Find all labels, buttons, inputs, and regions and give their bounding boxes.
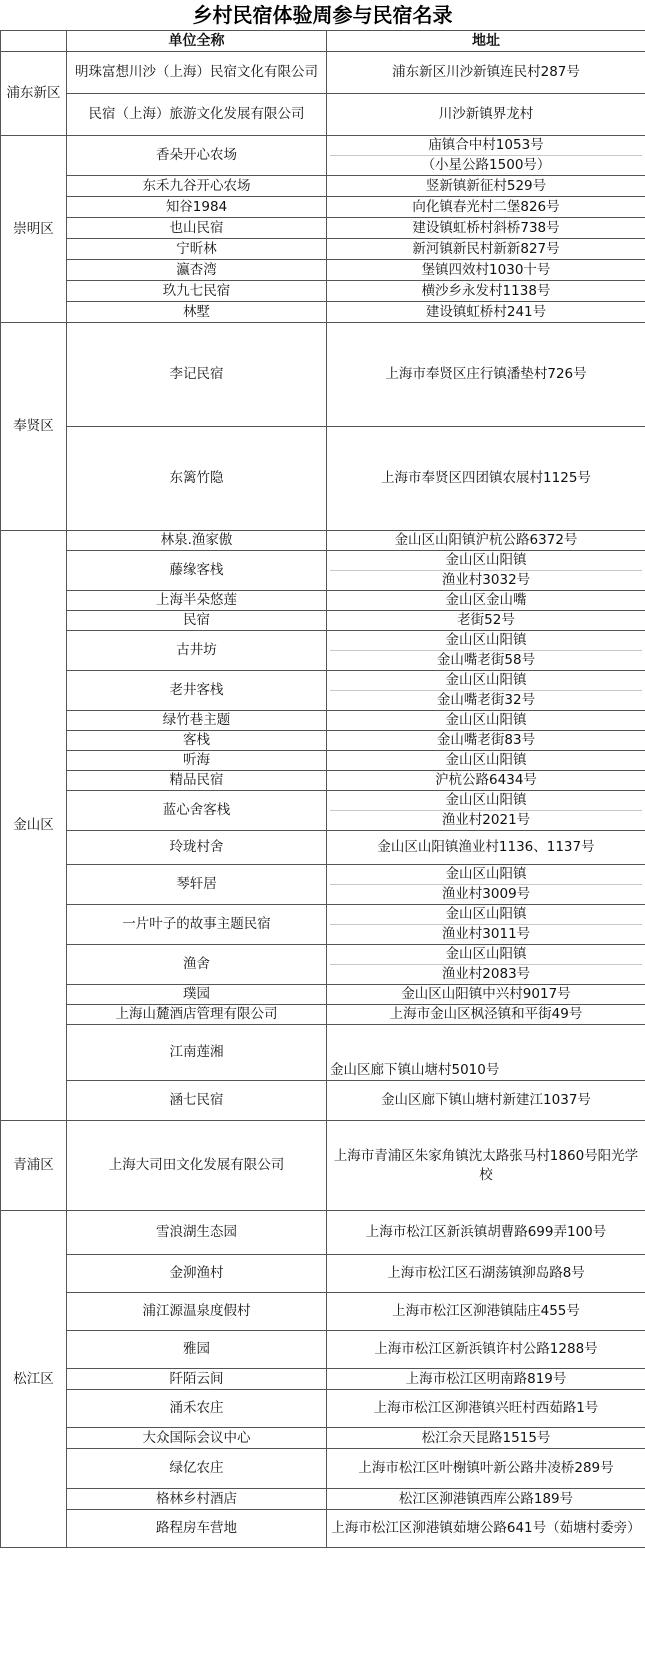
unit-name-cell: 璞园 bbox=[67, 985, 327, 1005]
table-row bbox=[1, 1390, 645, 1428]
unit-name-cell: 玖九七民宿 bbox=[67, 281, 327, 302]
unit-name-cell: 一片叶子的故事主题民宿 bbox=[67, 905, 327, 945]
table-row bbox=[1, 239, 645, 260]
address-line: 金山嘴老街58号 bbox=[330, 650, 642, 670]
unit-name-cell: 民宿（上海）旅游文化发展有限公司 bbox=[67, 94, 327, 136]
table-row bbox=[1, 985, 645, 1005]
district-cell: 金山区 bbox=[1, 531, 67, 1121]
district-cell: 崇明区 bbox=[1, 136, 67, 323]
address-line: 上海市松江区明南路819号 bbox=[405, 1370, 567, 1387]
address-cell bbox=[327, 1369, 645, 1390]
table-row bbox=[1, 302, 645, 323]
table-row bbox=[1, 94, 645, 136]
address-line: 金山区山阳镇沪杭公路6372号 bbox=[394, 532, 578, 548]
table-row bbox=[1, 1005, 645, 1025]
unit-name-cell: 也山民宿 bbox=[67, 218, 327, 239]
address-cell bbox=[327, 1331, 645, 1369]
table-row bbox=[1, 905, 645, 945]
unit-name-cell: 听海 bbox=[67, 751, 327, 771]
unit-name-cell: 老井客栈 bbox=[67, 671, 327, 711]
table-row bbox=[1, 1025, 645, 1081]
table-row bbox=[1, 1449, 645, 1489]
address-line: 渔业村3032号 bbox=[330, 570, 642, 590]
address-cell bbox=[327, 302, 645, 323]
address-line: 金山区廊下镇山塘村新建江1037号 bbox=[381, 1092, 591, 1108]
address-cell bbox=[327, 1005, 645, 1025]
address-cell bbox=[327, 1390, 645, 1428]
table-header-row bbox=[1, 31, 645, 52]
table-row bbox=[1, 1211, 645, 1255]
address-cell bbox=[327, 751, 645, 771]
address-line: 新河镇新民村新新827号 bbox=[412, 240, 560, 257]
address-line: 金山区山阳镇 bbox=[445, 712, 527, 728]
table-row bbox=[1, 1489, 645, 1510]
header-district bbox=[1, 31, 67, 52]
unit-name-cell: 雪浪湖生态园 bbox=[67, 1211, 327, 1255]
unit-name-cell: 涵七民宿 bbox=[67, 1081, 327, 1121]
address-cell bbox=[327, 1211, 645, 1255]
unit-name-cell: 瀛杏湾 bbox=[67, 260, 327, 281]
address-cell bbox=[327, 945, 645, 985]
table-row bbox=[1, 1293, 645, 1331]
unit-name-cell: 林泉.渔家傲 bbox=[67, 531, 327, 551]
table-row bbox=[1, 136, 645, 176]
address-line: 松江佘天昆路1515号 bbox=[421, 1429, 551, 1446]
address-line: 老街52号 bbox=[457, 612, 515, 628]
address-cell bbox=[327, 1449, 645, 1489]
table-row bbox=[1, 631, 645, 671]
document-title: 乡村民宿体验周参与民宿名录 bbox=[192, 3, 453, 27]
address-cell bbox=[327, 1255, 645, 1293]
unit-name-cell: 宁昕林 bbox=[67, 239, 327, 260]
table-row bbox=[1, 1428, 645, 1449]
address-cell bbox=[327, 281, 645, 302]
table-row bbox=[1, 427, 645, 531]
address-line: 渔业村2021号 bbox=[330, 810, 642, 830]
address-line: 渔业村3009号 bbox=[330, 884, 642, 904]
table-row bbox=[1, 711, 645, 731]
table-row bbox=[1, 176, 645, 197]
table-row bbox=[1, 751, 645, 771]
address-line: 上海市奉贤区四团镇农展村1125号 bbox=[381, 470, 591, 486]
table-row bbox=[1, 52, 645, 94]
unit-name-cell: 知谷1984 bbox=[67, 197, 327, 218]
unit-name-cell: 古井坊 bbox=[67, 631, 327, 671]
address-line: 金山区山阳镇 bbox=[445, 672, 527, 688]
table-row bbox=[1, 671, 645, 711]
address-line: 建设镇虹桥村241号 bbox=[425, 303, 547, 320]
address-cell bbox=[327, 52, 645, 94]
unit-name-cell: 民宿 bbox=[67, 611, 327, 631]
unit-name-cell: 东禾九谷开心农场 bbox=[67, 176, 327, 197]
address-line: 松江区泖港镇西库公路189号 bbox=[398, 1490, 574, 1507]
district-cell: 奉贤区 bbox=[1, 323, 67, 531]
address-line: 沪杭公路6434号 bbox=[435, 772, 537, 788]
address-cell bbox=[327, 1489, 645, 1510]
address-line: 川沙新镇界龙村 bbox=[438, 106, 534, 122]
address-line: （小星公路1500号） bbox=[330, 155, 642, 175]
table-row bbox=[1, 1331, 645, 1369]
unit-name-cell: 阡陌云间 bbox=[67, 1369, 327, 1390]
address-cell bbox=[327, 985, 645, 1005]
address-line: 金山区廊下镇山塘村5010号 bbox=[330, 1062, 500, 1078]
address-cell bbox=[327, 831, 645, 865]
table-row bbox=[1, 591, 645, 611]
table-row bbox=[1, 531, 645, 551]
address-line: 金山区山阳镇 bbox=[445, 792, 527, 808]
address-line: 上海市青浦区朱家角镇沈太路张马村1860号阳光学校 bbox=[333, 1147, 639, 1183]
unit-name-cell: 渔舍 bbox=[67, 945, 327, 985]
table-row bbox=[1, 1510, 645, 1548]
address-cell bbox=[327, 731, 645, 751]
address-line: 金山嘴老街83号 bbox=[436, 732, 536, 748]
unit-name-cell: 江南莲湘 bbox=[67, 1025, 327, 1081]
address-line: 金山区山阳镇 bbox=[445, 552, 527, 568]
address-line: 金山区金山嘴 bbox=[445, 592, 527, 608]
address-cell bbox=[327, 1025, 645, 1081]
unit-name-cell: 涌禾农庄 bbox=[67, 1390, 327, 1428]
address-line: 庙镇合中村1053号 bbox=[428, 137, 544, 153]
address-cell bbox=[327, 631, 645, 671]
table-row bbox=[1, 323, 645, 427]
address-cell bbox=[327, 176, 645, 197]
address-cell bbox=[327, 905, 645, 945]
address-line: 横沙乡永发村1138号 bbox=[421, 282, 551, 299]
table-row bbox=[1, 218, 645, 239]
unit-name-cell: 精品民宿 bbox=[67, 771, 327, 791]
address-line: 上海市松江区新浜镇胡曹路699弄100号 bbox=[365, 1224, 607, 1240]
table-row bbox=[1, 771, 645, 791]
table-row bbox=[1, 1369, 645, 1390]
table-row bbox=[1, 197, 645, 218]
address-cell bbox=[327, 591, 645, 611]
address-cell bbox=[327, 611, 645, 631]
table-row bbox=[1, 1081, 645, 1121]
address-line: 金山区山阳镇渔业村1136、1137号 bbox=[377, 839, 595, 855]
address-line: 金山区山阳镇 bbox=[445, 866, 527, 882]
address-cell bbox=[327, 1510, 645, 1548]
header-address: 地址 bbox=[327, 31, 645, 52]
address-cell bbox=[327, 551, 645, 591]
address-cell bbox=[327, 136, 645, 176]
unit-name-cell: 客栈 bbox=[67, 731, 327, 751]
address-line: 向化镇春光村二堡826号 bbox=[412, 198, 560, 215]
address-cell bbox=[327, 197, 645, 218]
table-row bbox=[1, 1255, 645, 1293]
address-line: 金山嘴老街32号 bbox=[330, 690, 642, 710]
table-row bbox=[1, 945, 645, 985]
district-cell: 松江区 bbox=[1, 1211, 67, 1548]
unit-name-cell: 绿竹巷主题 bbox=[67, 711, 327, 731]
table-body bbox=[1, 52, 645, 1548]
table-row bbox=[1, 731, 645, 751]
unit-name-cell: 玲珑村舍 bbox=[67, 831, 327, 865]
address-line: 金山区山阳镇 bbox=[445, 906, 527, 922]
address-line: 堡镇四效村1030十号 bbox=[421, 261, 551, 278]
address-line: 竖新镇新征村529号 bbox=[425, 177, 547, 194]
address-line: 金山区山阳镇 bbox=[445, 632, 527, 648]
table-row bbox=[1, 1121, 645, 1211]
address-line: 浦东新区川沙新镇连民村287号 bbox=[392, 64, 580, 80]
address-line: 建设镇虹桥村斜桥738号 bbox=[412, 219, 560, 236]
unit-name-cell: 金泖渔村 bbox=[67, 1255, 327, 1293]
table-row bbox=[1, 865, 645, 905]
table-row bbox=[1, 611, 645, 631]
address-line: 上海市奉贤区庄行镇潘垫村726号 bbox=[385, 366, 587, 382]
address-line: 上海市松江区泖港镇陆庄455号 bbox=[392, 1303, 580, 1319]
address-line: 上海市松江区泖港镇兴旺村西茹路1号 bbox=[373, 1400, 599, 1416]
address-cell bbox=[327, 711, 645, 731]
address-line: 渔业村3011号 bbox=[330, 924, 642, 944]
address-cell bbox=[327, 260, 645, 281]
table-row bbox=[1, 551, 645, 591]
address-cell bbox=[327, 531, 645, 551]
unit-name-cell: 明珠富想川沙（上海）民宿文化有限公司 bbox=[67, 52, 327, 94]
address-line: 金山区山阳镇中兴村9017号 bbox=[401, 986, 571, 1002]
unit-name-cell: 路程房车营地 bbox=[67, 1510, 327, 1548]
address-line: 上海市松江区石湖荡镇泖岛路8号 bbox=[387, 1265, 585, 1281]
address-line: 上海市松江区新浜镇许村公路1288号 bbox=[374, 1341, 598, 1357]
address-line: 金山区山阳镇 bbox=[445, 946, 527, 962]
unit-name-cell: 香朵开心农场 bbox=[67, 136, 327, 176]
table-row bbox=[1, 260, 645, 281]
district-cell: 青浦区 bbox=[1, 1121, 67, 1211]
unit-name-cell: 藤缘客栈 bbox=[67, 551, 327, 591]
address-line: 上海市松江区泖港镇茹塘公路641号（茹塘村委旁） bbox=[331, 1520, 641, 1536]
unit-name-cell: 东篱竹隐 bbox=[67, 427, 327, 531]
unit-name-cell: 绿亿农庄 bbox=[67, 1449, 327, 1489]
address-cell bbox=[327, 671, 645, 711]
address-cell bbox=[327, 791, 645, 831]
unit-name-cell: 大众国际会议中心 bbox=[67, 1428, 327, 1449]
unit-name-cell: 浦江源温泉度假村 bbox=[67, 1293, 327, 1331]
district-cell: 浦东新区 bbox=[1, 52, 67, 136]
address-cell bbox=[327, 1428, 645, 1449]
table-row bbox=[1, 791, 645, 831]
address-cell bbox=[327, 865, 645, 905]
address-line: 金山区山阳镇 bbox=[445, 752, 527, 768]
homestay-table bbox=[0, 30, 645, 1548]
address-line: 上海市金山区枫泾镇和平街49号 bbox=[389, 1006, 583, 1022]
unit-name-cell: 上海半朵悠莲 bbox=[67, 591, 327, 611]
unit-name-cell: 雅园 bbox=[67, 1331, 327, 1369]
address-line: 上海市松江区叶榭镇叶新公路井凌桥289号 bbox=[358, 1460, 614, 1476]
address-line: 渔业村2083号 bbox=[330, 964, 642, 984]
address-cell bbox=[327, 323, 645, 427]
unit-name-cell: 林墅 bbox=[67, 302, 327, 323]
unit-name-cell: 上海大司田文化发展有限公司 bbox=[67, 1121, 327, 1211]
address-cell bbox=[327, 1121, 645, 1211]
table-row bbox=[1, 831, 645, 865]
address-cell bbox=[327, 239, 645, 260]
address-cell bbox=[327, 1293, 645, 1331]
address-cell bbox=[327, 427, 645, 531]
address-cell bbox=[327, 1081, 645, 1121]
unit-name-cell: 李记民宿 bbox=[67, 323, 327, 427]
address-cell bbox=[327, 94, 645, 136]
unit-name-cell: 上海山麓酒店管理有限公司 bbox=[67, 1005, 327, 1025]
unit-name-cell: 格林乡村酒店 bbox=[67, 1489, 327, 1510]
unit-name-cell: 蓝心舍客栈 bbox=[67, 791, 327, 831]
address-cell bbox=[327, 771, 645, 791]
address-cell bbox=[327, 218, 645, 239]
unit-name-cell: 琴轩居 bbox=[67, 865, 327, 905]
table-row bbox=[1, 281, 645, 302]
header-unit: 单位全称 bbox=[67, 31, 327, 52]
